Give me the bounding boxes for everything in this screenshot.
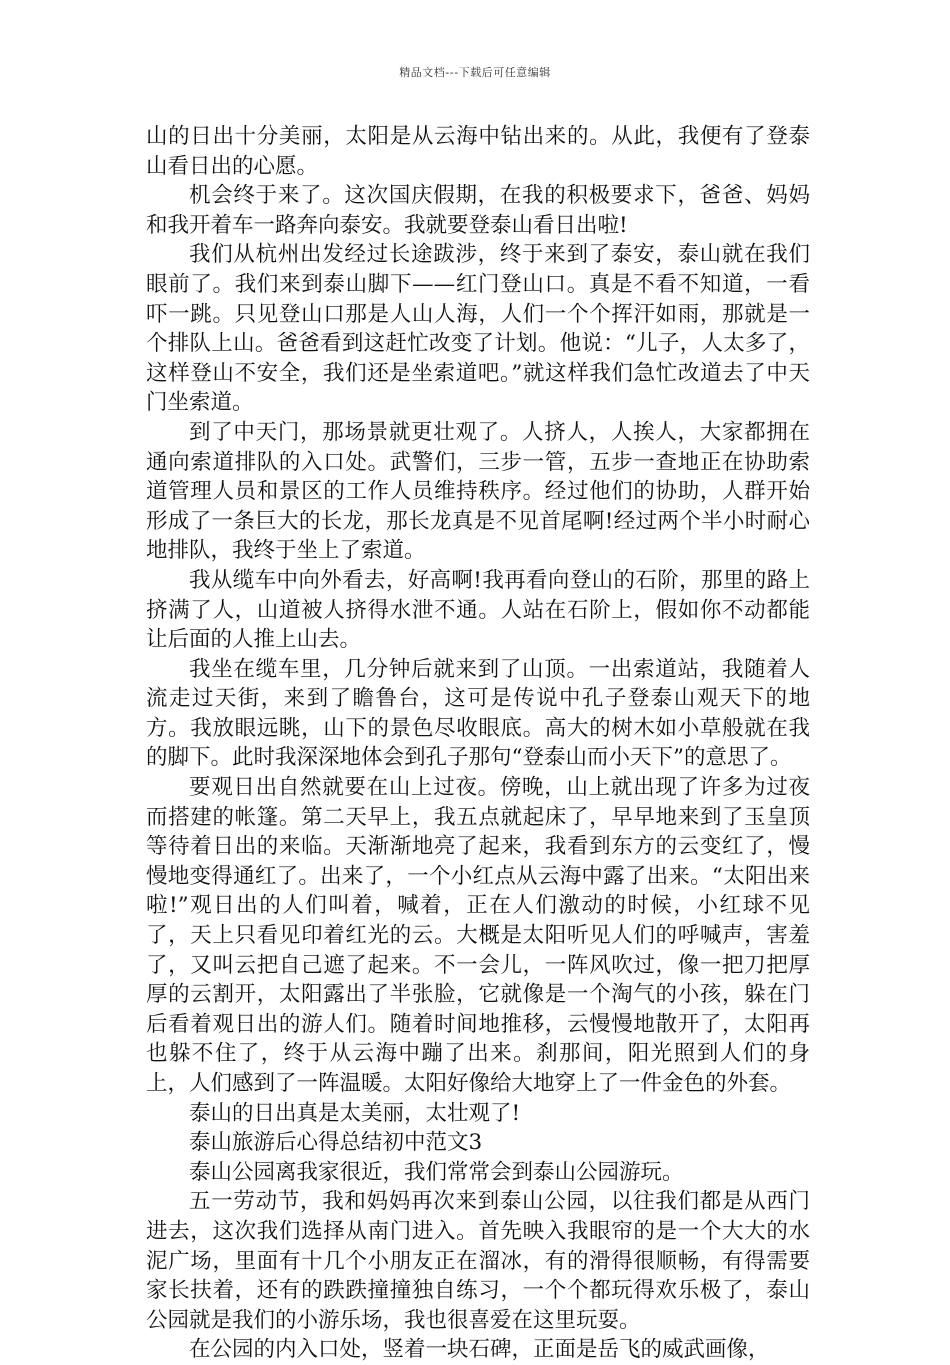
section-heading: 泰山旅游后心得总结初中范文3 [189,1130,483,1156]
paragraph: 要观日出自然就要在山上过夜。傍晚，山上就出现了许多为过夜而搭建的帐篷。第二天早上，我五点就起床了，早早地来到了玉皇顶等待着日出的来临。天渐渐地亮了起来，我看到东方的云变红了，慢慢地变得通红了。出来了，一个小红点从云海中露了出来。“太阳出来啦!”观日出的人们叫着，喊着，正在人们激动的时候，小红球不见了，天上只看见印着红光的云。大概是太阳听见人们的呼喊声，害羞了，又叫云把自己遮了起来。不一会儿，一阵风吹过，像一把刀把厚厚的云割开，太阳露出了半张脸，它就像是一个淘气的小孩，躲在门后看着观日出的游人们。随着时间地推移，云慢慢地散开了，太阳再也躲不住了，终于从云海中蹦了出来。刹那间，阳光照到人们的身上，人们感到了一阵温暖。太阳好像给大地穿上了一件金色的外套。 [146,775,810,1096]
paragraph: 我们从杭州出发经过长途跋涉，终于来到了泰安，泰山就在我们眼前了。我们来到泰山脚下——红门登山口。真是不看不知道，一看吓一跳。只见登山口那是人山人海，人们一个个挥汗如雨，那就是一个排队上山。爸爸看到这赶忙改变了计划。他说：“儿子，人太多了，这样登山不安全，我们还是坐索道吧。”就这样我们急忙改道去了中天门坐索道。 [146,242,810,416]
paragraph: 五一劳动节，我和妈妈再次来到泰山公园，以往我们都是从西门进去，这次我们选择从南门进入。首先映入我眼帘的是一个大大的水泥广场，里面有十几个小朋友正在溜冰，有的滑得很顺畅，有得需要家长扶着，还有的跌跌撞撞独自练习，一个个都玩得欢乐极了，泰山公园就是我们的小游乐场，我也很喜爱在这里玩耍。 [146,1189,810,1333]
paragraph: 泰山的日出真是太美丽，太壮观了! [189,1100,521,1126]
paragraph: 山的日出十分美丽，太阳是从云海中钻出来的。从此，我便有了登泰山看日出的心愿。 [146,124,810,179]
page-header: 精品文档---下载后可任意编辑 [399,66,551,79]
document-body [146,122,810,1365]
paragraph: 到了中天门，那场景就更壮观了。人挤人，人挨人，大家都拥在通向索道排队的入口处。武警们，三步一管，五步一查地正在协助索道管理人员和景区的工作人员维持秩序。经过他们的协助，人群开始形成了一条巨大的长龙，那长龙真是不见首尾啊!经过两个半小时耐心地排队，我终于坐上了索道。 [146,419,810,564]
paragraph: 在公园的内入口处，竖着一块石碑，正面是岳飞的威武画像， [189,1337,770,1363]
paragraph: 机会终于来了。这次国庆假期，在我的积极要求下，爸爸、妈妈和我开着车一路奔向泰安。我就要登泰山看日出啦! [146,183,810,238]
paragraph: 泰山公园离我家很近，我们常常会到泰山公园游玩。 [189,1159,684,1185]
paragraph: 我从缆车中向外看去，好高啊!我再看向登山的石阶，那里的路上挤满了人，山道被人挤得水泄不通。人站在石阶上，假如你不动都能让后面的人推上山去。 [146,567,810,653]
paragraph: 我坐在缆车里，几分钟后就来到了山顶。一出索道站，我随着人流走过天街，来到了瞻鲁台，这可是传说中孔子登泰山观天下的地方。我放眼远眺，山下的景色尽收眼底。高大的树木如小草般就在我的脚下。此时我深深地体会到孔子那句“登泰山而小天下”的意思了。 [146,656,810,771]
